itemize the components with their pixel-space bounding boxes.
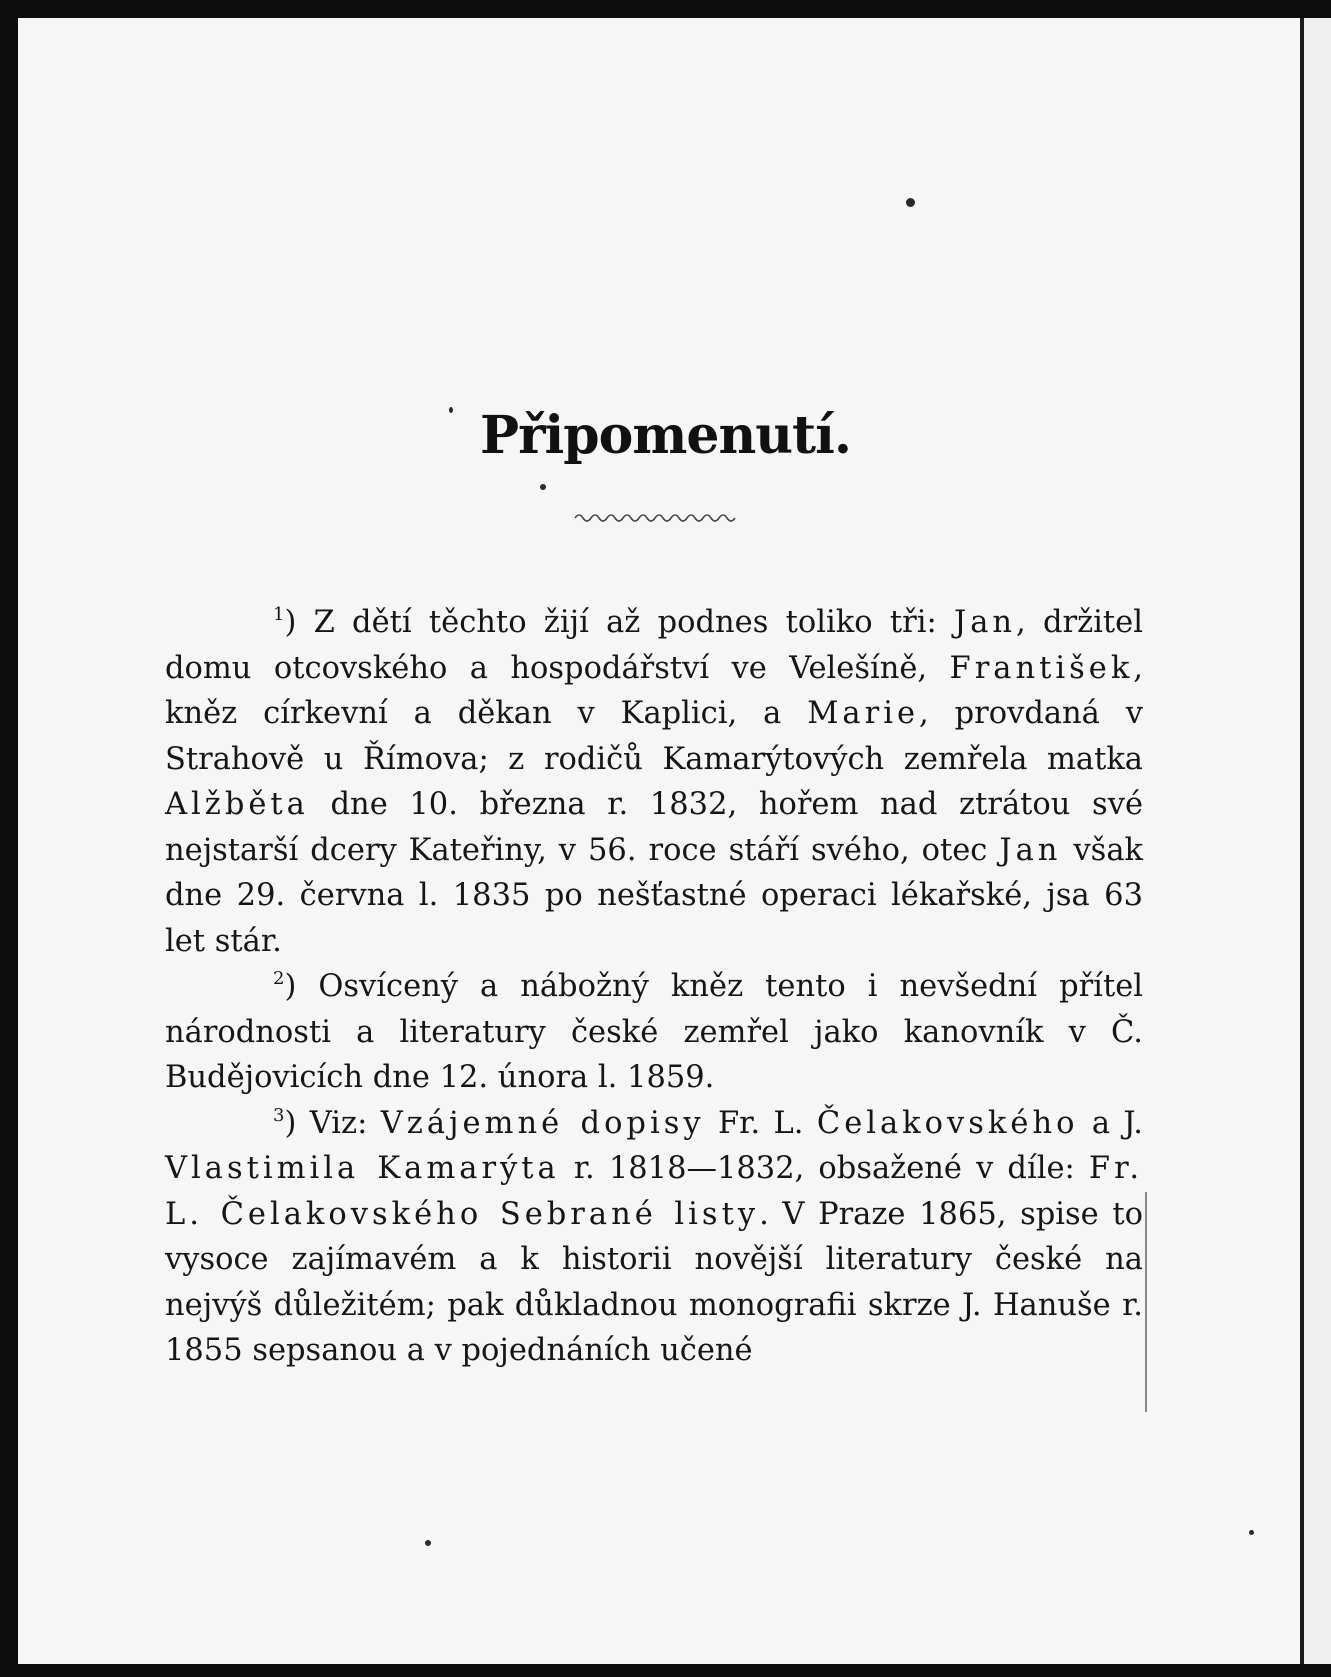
ink-speck <box>425 1540 431 1546</box>
ink-speck <box>540 484 546 490</box>
spaced-name: Jan <box>999 832 1062 868</box>
footnote-marker: 2 <box>273 968 285 989</box>
footnote-text: Fr. L. <box>704 1105 817 1141</box>
spaced-name: Jan <box>953 605 1017 640</box>
footnote-text: ) Viz: <box>284 1105 381 1141</box>
footnote-1 <box>165 600 1143 964</box>
spaced-name: Čelakovského <box>816 1105 1079 1141</box>
ink-speck <box>1249 1530 1254 1535</box>
footnote-text: ) Z dětí těchto žijí až podnes toliko tři: <box>284 605 954 640</box>
footnote-marker: 3 <box>273 1104 285 1126</box>
footnote-text: r. 1818—1832, obsažené v díle: <box>559 1151 1089 1186</box>
spaced-name: Marie <box>807 696 920 731</box>
next-page-edge <box>1300 18 1331 1664</box>
spaced-name: Alžběta <box>165 787 309 822</box>
spaced-name: František <box>949 650 1134 686</box>
footnote-text: a J. <box>1078 1105 1143 1141</box>
footnote-text: dne 10. března r. 1832, hořem nad ztrátou své nejstarší dcery Kateřiny, v 56. roce stáří svého, otec <box>165 787 1143 868</box>
binding-shadow <box>1145 1192 1147 1412</box>
spaced-name: Fr. L. Čelakovského Sebrané listy <box>165 1151 1144 1232</box>
footnotes <box>165 600 1143 1374</box>
footnote-text: ) Osvícený a nábožný kněz tento i nevšední přítel národnosti a literatury české zemřel jako kanovník v Č. Budějovicích dne 12. února l. 1859. <box>165 969 1143 1095</box>
footnote-text: však dne 29. června l. 1835 po nešťastné operaci lékařské, jsa 63 let stár. <box>165 832 1143 959</box>
footnote-2 <box>165 964 1143 1101</box>
footnote-text: . V Praze 1865, spise to vysoce zajímavém a k historii novější literatury české na nejvýš důležitém; pak důkladnou monografii skrze J. Hanuše r. 1855 sepsanou a v pojednáních učené <box>165 1196 1143 1368</box>
ink-speck <box>906 198 915 207</box>
page-title: Připomenutí. <box>480 405 851 466</box>
footnote-3 <box>165 1101 1143 1374</box>
wavy-rule-ornament <box>573 510 737 524</box>
footnote-text: , kněz církevní a děkan v Kaplici, a <box>165 650 1143 731</box>
footnote-marker: 1 <box>273 604 285 625</box>
spaced-name: Vzájemné dopisy <box>380 1105 705 1141</box>
footnote-text: , provdaná v Strahově u Římova; z rodičů Kamarýtových zemřela matka <box>165 696 1143 777</box>
spaced-name: Vlastimila Kamarýta <box>165 1151 560 1186</box>
footnote-text: , držitel domu otcovského a hospodářství ve Velešíně, <box>165 605 1143 686</box>
